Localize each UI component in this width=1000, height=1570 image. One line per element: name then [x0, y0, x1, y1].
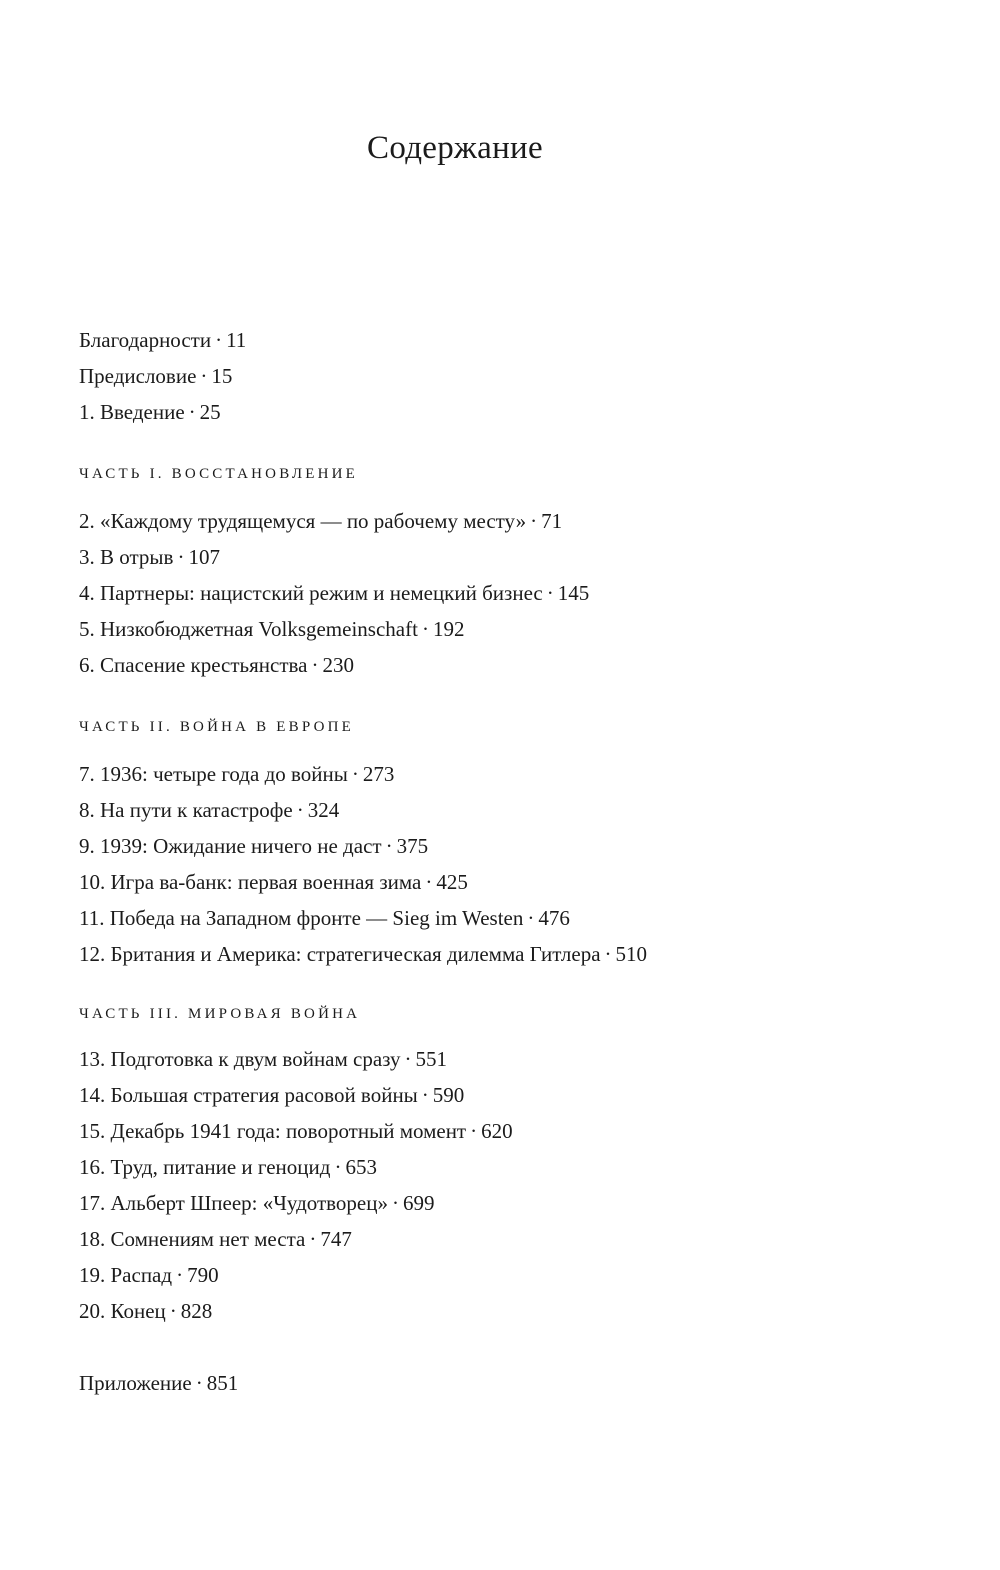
entry-page: 324 [307, 798, 340, 822]
entry-page: 699 [403, 1191, 435, 1215]
toc-entry-chapter-4[interactable] [79, 575, 589, 611]
separator-dot: · [425, 870, 433, 894]
entry-label: 6. Спасение крестьянства [79, 653, 308, 677]
separator-dot: · [470, 1119, 478, 1143]
separator-dot: · [421, 1083, 429, 1107]
entry-page: 851 [206, 1371, 239, 1395]
entry-page: 192 [432, 617, 465, 641]
toc-entry-chapter-3[interactable] [79, 539, 220, 575]
entry-page: 25 [199, 400, 221, 424]
entry-page: 107 [188, 545, 220, 569]
entry-label: Приложение [79, 1371, 192, 1395]
toc-entry-chapter-14[interactable] [79, 1077, 464, 1113]
part-heading-2: ЧАСТЬ II. ВОЙНА В ЕВРОПЕ [79, 719, 355, 735]
part-heading-1: ЧАСТЬ I. ВОССТАНОВЛЕНИЕ [79, 466, 359, 482]
entry-page: 71 [541, 509, 563, 533]
entry-page: 510 [615, 942, 648, 966]
separator-dot: · [215, 328, 223, 352]
separator-dot: · [296, 798, 304, 822]
toc-entry-chapter-16[interactable] [79, 1149, 377, 1185]
entry-page: 828 [180, 1299, 213, 1323]
entry-page: 15 [211, 364, 233, 388]
toc-entry-chapter-5[interactable] [79, 611, 464, 647]
separator-dot: · [176, 1263, 184, 1287]
separator-dot: · [188, 400, 196, 424]
entry-label: Благодарности [79, 328, 212, 352]
entry-page: 11 [226, 328, 247, 352]
toc-entry-chapter-6[interactable] [79, 647, 354, 683]
toc-entry-chapter-20[interactable] [79, 1293, 212, 1329]
toc-entry-chapter-15[interactable] [79, 1113, 513, 1149]
entry-page: 620 [481, 1119, 513, 1143]
entry-label: 8. На пути к катастрофе [79, 798, 293, 822]
separator-dot: · [527, 906, 535, 930]
toc-entry-chapter-9[interactable] [79, 828, 428, 864]
toc-entry-appendix[interactable] [79, 1365, 238, 1401]
entry-label: 14. Большая стратегия расовой войны [79, 1083, 418, 1107]
toc-entry-chapter-18[interactable] [79, 1221, 352, 1257]
entry-page: 230 [322, 653, 354, 677]
toc-entry-chapter-7[interactable] [79, 756, 394, 792]
entry-label: 7. 1936: четыре года до войны [79, 762, 348, 786]
entry-page: 653 [345, 1155, 377, 1179]
entry-label: 1. Введение [79, 400, 185, 424]
toc-entry-introduction[interactable] [79, 394, 221, 430]
separator-dot: · [546, 581, 554, 605]
entry-page: 590 [432, 1083, 465, 1107]
separator-dot: · [404, 1047, 412, 1071]
entry-label: 13. Подготовка к двум войнам сразу [79, 1047, 401, 1071]
toc-entry-chapter-13[interactable] [79, 1041, 447, 1077]
separator-dot: · [351, 762, 359, 786]
separator-dot: · [311, 653, 319, 677]
entry-page: 551 [415, 1047, 448, 1071]
separator-dot: · [200, 364, 208, 388]
entry-label: 19. Распад [79, 1263, 173, 1287]
separator-dot: · [604, 942, 612, 966]
entry-page: 425 [436, 870, 468, 894]
entry-label: 5. Низкобюджетная Volksgemeinschaft [79, 617, 418, 641]
entry-label: 10. Игра ва-банк: первая военная зима [79, 870, 422, 894]
page-title: Содержание [367, 130, 543, 166]
toc-entry-chapter-11[interactable] [79, 900, 570, 936]
separator-dot: · [177, 545, 185, 569]
entry-label: 9. 1939: Ожидание ничего не даст [79, 834, 382, 858]
separator-dot: · [334, 1155, 342, 1179]
toc-entry-chapter-17[interactable] [79, 1185, 435, 1221]
entry-page: 145 [557, 581, 590, 605]
entry-label: 16. Труд, питание и геноцид [79, 1155, 331, 1179]
toc-entry-chapter-12[interactable] [79, 936, 647, 972]
entry-page: 273 [362, 762, 395, 786]
separator-dot: · [385, 834, 393, 858]
toc-entry-chapter-2[interactable] [79, 503, 562, 539]
entry-label: 2. «Каждому трудящемуся — по рабочему месту» [79, 509, 527, 533]
entry-label: 3. В отрыв [79, 545, 174, 569]
entry-label: 4. Партнеры: нацистский режим и немецкий бизнес [79, 581, 543, 605]
entry-page: 790 [187, 1263, 219, 1287]
toc-entry-chapter-8[interactable] [79, 792, 339, 828]
entry-page: 375 [396, 834, 429, 858]
separator-dot: · [421, 617, 429, 641]
separator-dot: · [530, 509, 538, 533]
separator-dot: · [392, 1191, 399, 1215]
separator-dot: · [309, 1227, 317, 1251]
entry-page: 476 [538, 906, 570, 930]
entry-label: 11. Победа на Западном фронте — Sieg im Westen [79, 906, 524, 930]
entry-label: 20. Конец [79, 1299, 166, 1323]
toc-entry-chapter-10[interactable] [79, 864, 468, 900]
toc-entry-preface[interactable] [79, 358, 232, 394]
separator-dot: · [195, 1371, 203, 1395]
entry-label: 15. Декабрь 1941 года: поворотный момент [79, 1119, 467, 1143]
entry-page: 747 [320, 1227, 352, 1251]
toc-entry-chapter-19[interactable] [79, 1257, 219, 1293]
entry-label: 17. Альберт Шпеер: «Чудотворец» [79, 1191, 388, 1215]
part-heading-3: ЧАСТЬ III. МИРОВАЯ ВОЙНА [79, 1006, 361, 1022]
entry-label: 12. Британия и Америка: стратегическая дилемма Гитлера [79, 942, 601, 966]
toc-entry-acknowledgements[interactable] [79, 322, 246, 358]
entry-label: Предисловие [79, 364, 197, 388]
entry-label: 18. Сомнениям нет места [79, 1227, 306, 1251]
separator-dot: · [169, 1299, 177, 1323]
